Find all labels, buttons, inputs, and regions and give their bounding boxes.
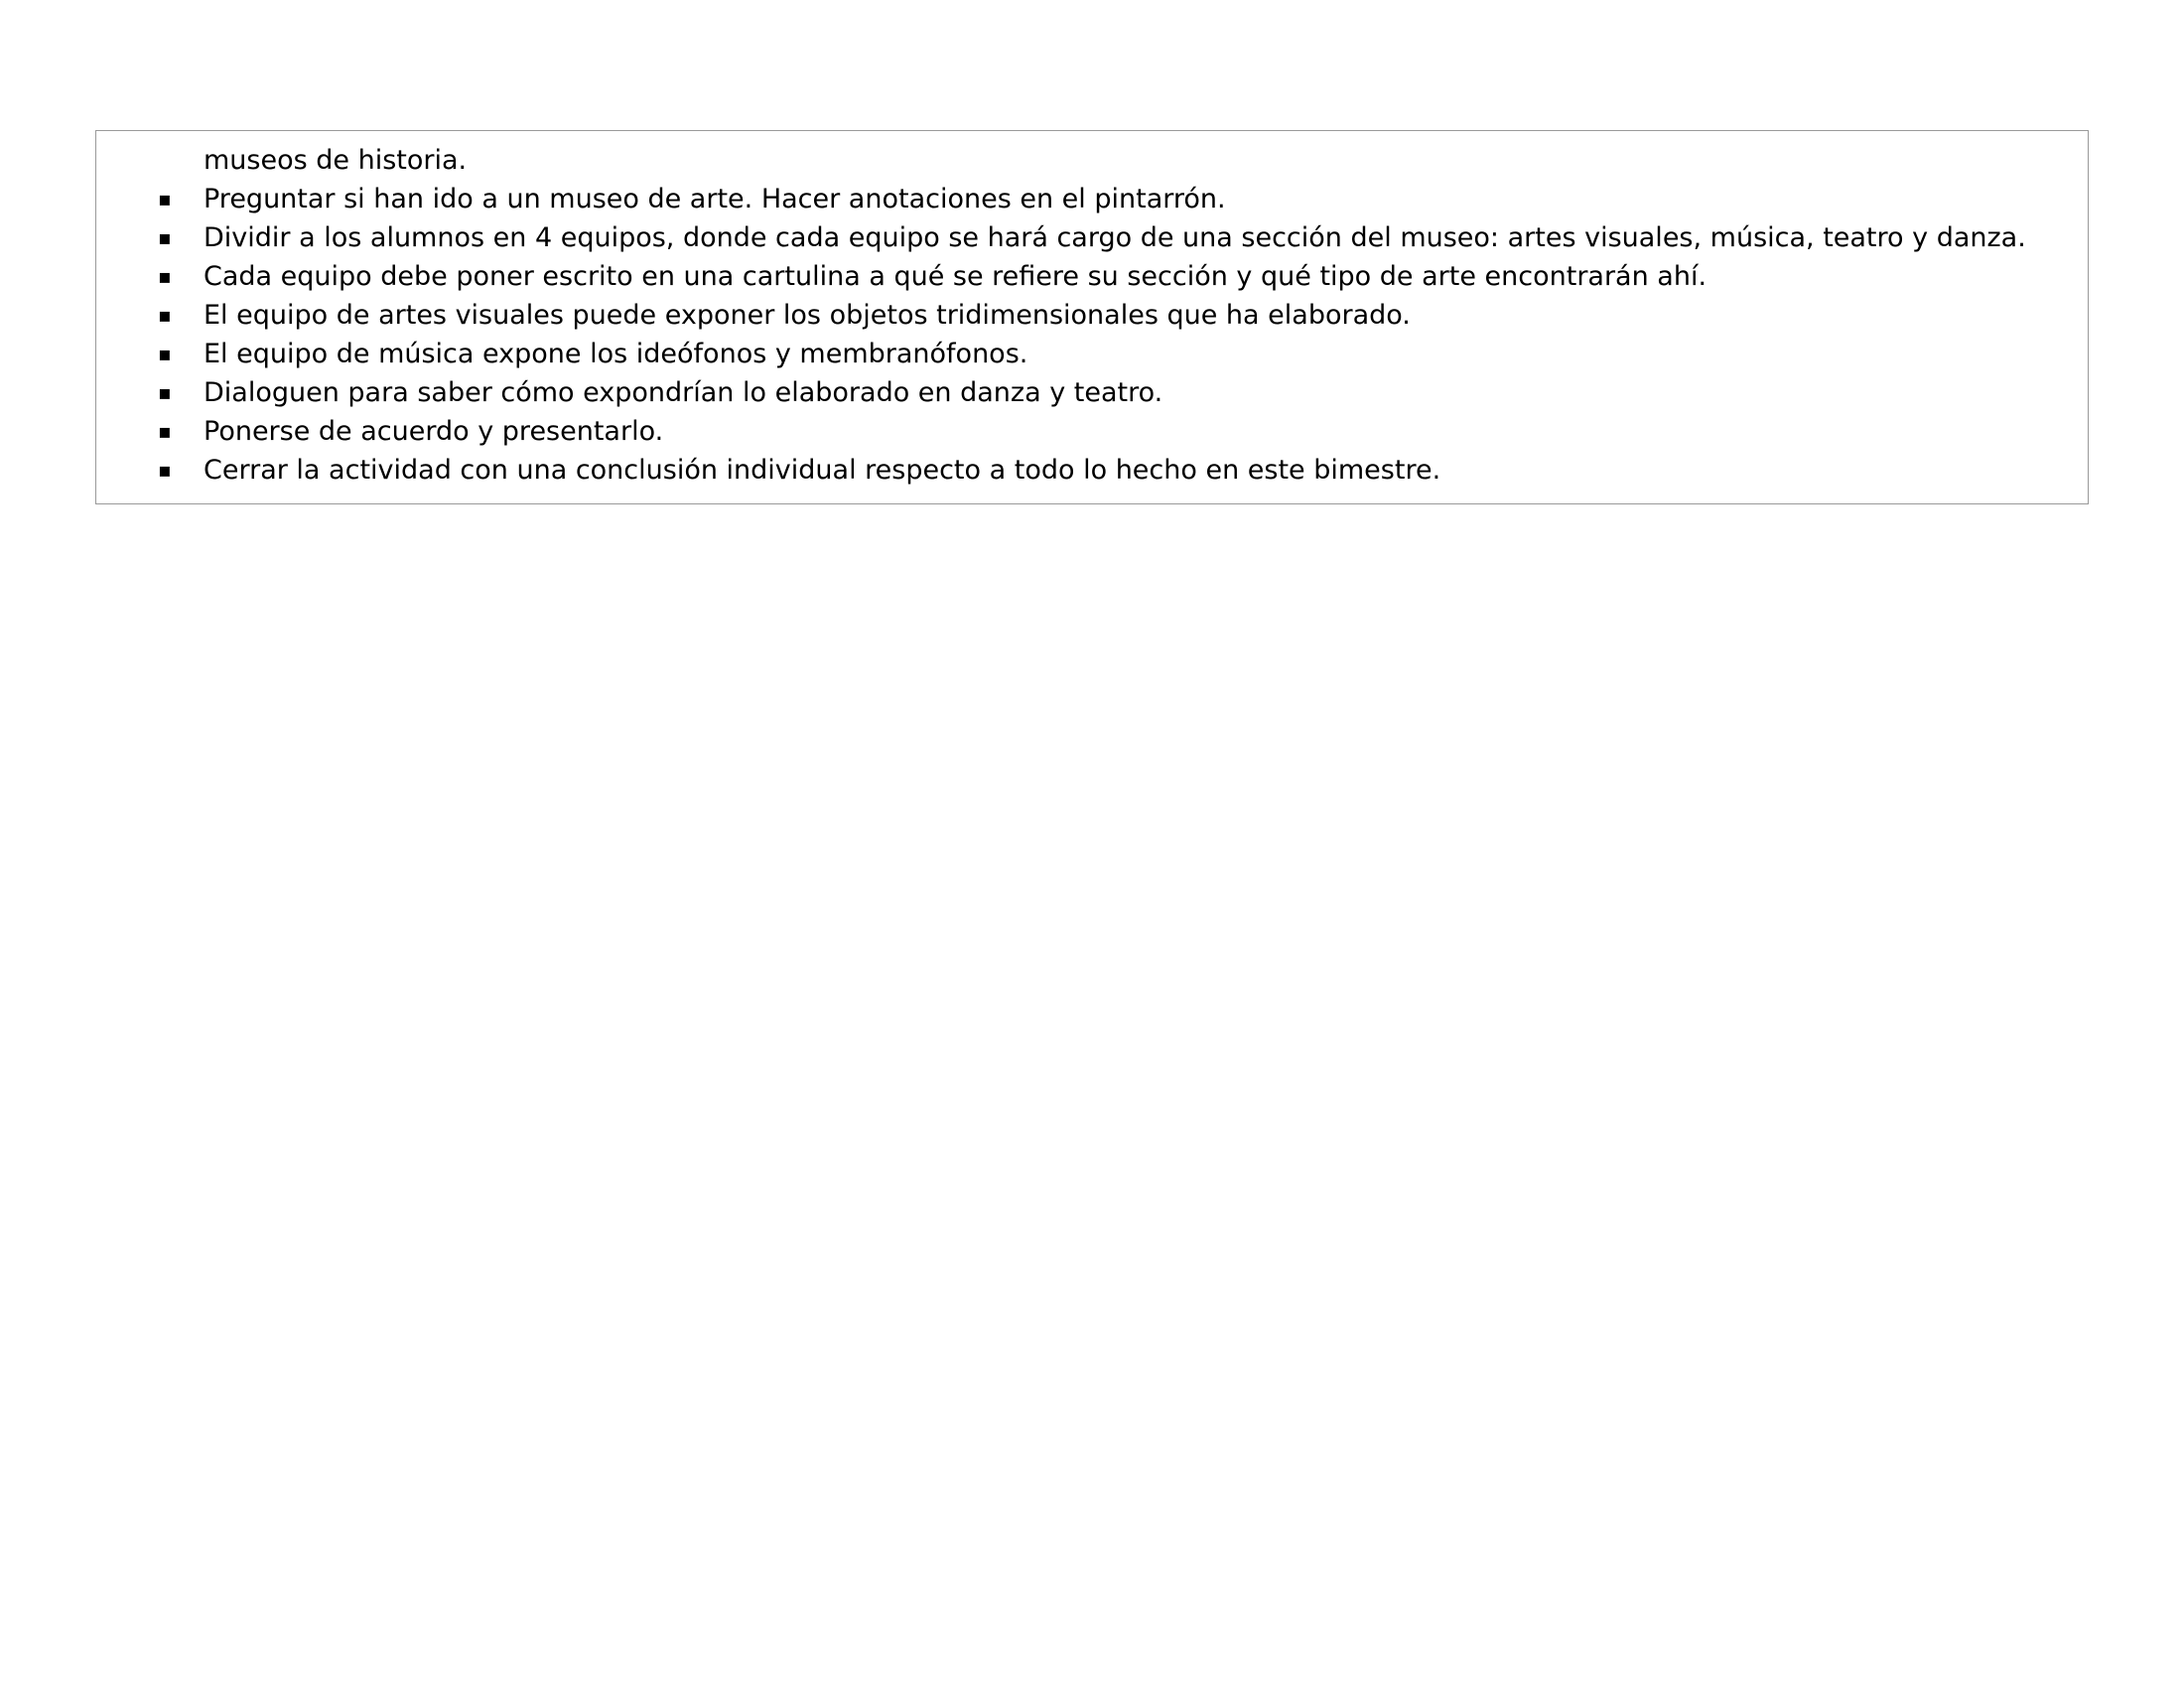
bullet-square-icon: ▪ [158, 187, 172, 211]
bullet-square-icon: ▪ [158, 380, 172, 404]
list-item [110, 180, 2074, 218]
list-item-label: Preguntar si han ido a un museo de arte. Hacer anotaciones en el pintarrón. [204, 184, 1226, 214]
list-item [110, 335, 2074, 373]
list-item-label: El equipo de música expone los ideófonos y membranófonos. [204, 339, 1028, 369]
list-item-label: Ponerse de acuerdo y presentarlo. [204, 416, 664, 447]
bullet-square-icon: ▪ [158, 225, 172, 249]
list-item-label: Dividir a los alumnos en 4 equipos, donde cada equipo se hará cargo de una sección del museo: artes visuales, música, teatro y danza. [204, 222, 2026, 253]
bullet-square-icon: ▪ [158, 419, 172, 443]
list-item [110, 412, 2074, 451]
continued-text-line: museos de historia. [204, 145, 468, 176]
bullet-square-icon: ▪ [158, 303, 172, 327]
list-item [110, 257, 2074, 296]
list-item-label: Cerrar la actividad con una conclusión individual respecto a todo lo hecho en este bimestre. [204, 455, 1441, 486]
activity-bullet-list [110, 180, 2074, 490]
list-item-label: Dialoguen para saber cómo expondrían lo elaborado en danza y teatro. [204, 377, 1163, 408]
bullet-square-icon: ▪ [158, 458, 172, 482]
bullet-square-icon: ▪ [158, 342, 172, 365]
list-item [110, 296, 2074, 335]
list-item [110, 373, 2074, 412]
list-item [110, 451, 2074, 490]
content-table [95, 130, 2089, 504]
list-item-label: El equipo de artes visuales puede exponer los objetos tridimensionales que ha elaborado. [204, 300, 1411, 331]
bullet-square-icon: ▪ [158, 264, 172, 288]
list-item-label: Cada equipo debe poner escrito en una cartulina a qué se refiere su sección y qué tipo de arte encontrarán ahí. [204, 261, 1707, 292]
table-cell [96, 131, 2088, 503]
list-item [110, 218, 2074, 257]
